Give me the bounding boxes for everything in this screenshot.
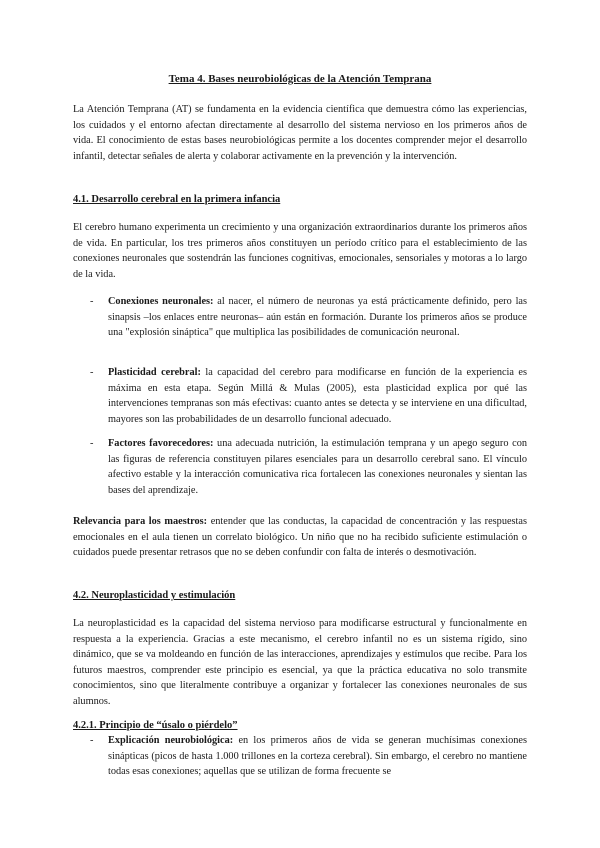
bullet-dash: - xyxy=(90,296,94,307)
bullet-text: la capacidad del cerebro para modificarse en función de la experiencia es máxima en esta etapa. Según Millá & Mulas (2005), esta plasticidad explica por qué las intervenciones tempranas son más efectivas: cuanto antes se detecta y se interviene en una dificultad, mayores son las probabilidades de un desarrollo funcional adecuado. xyxy=(108,367,527,425)
bullet-label: Plasticidad cerebral: xyxy=(108,367,201,378)
intro-paragraph: La Atención Temprana (AT) se fundamenta en la evidencia científica que demuestra cómo las experiencias, los cuidados y el entorno afectan directamente al desarrollo del sistema nervioso en los primeros años de vida. El conocimiento de estas bases neurobiológicas permite a los docentes comprender mejor el desarrollo infantil, detectar señales de alerta y colaborar activamente en la prevención y la intervención. xyxy=(73,104,527,162)
section-heading-4-2-1: 4.2.1. Principio de “úsalo o piérdelo” xyxy=(73,720,238,731)
section-heading-4-1: 4.1. Desarrollo cerebral en la primera infancia xyxy=(73,194,281,205)
document-title: Tema 4. Bases neurobiológicas de la Atención Temprana xyxy=(168,73,432,85)
bullet-label: Factores favorecedores: xyxy=(108,438,214,449)
section-4-2-paragraph: La neuroplasticidad es la capacidad del sistema nervioso para modificarse estructural y funcionalmente en respuesta a la experiencia. Gracias a este mecanismo, el cerebro infantil no es un sistema rígido, sino dinámico, que se va moldeando en función de las interacciones, aprendizajes y estímulos que recibe. Para los futuros maestros, comprender este principio es esencial, ya que la práctica educativa no solo transmite conocimientos, sino que literalmente contribuye a organizar y fortalecer las conexiones neuronales de sus alumnos. xyxy=(73,618,527,707)
bullet-dash: - xyxy=(90,367,94,378)
section-heading-4-2: 4.2. Neuroplasticidad y estimulación xyxy=(73,590,236,601)
bullet-text: al nacer, el número de neuronas ya está prácticamente definido, pero las sinapsis –los enlaces entre neuronas– aún están en formación. Durante los primeros años se produce una "explosión sináptica" que multiplica las posibilidades de comunicación neuronal. xyxy=(108,296,528,339)
relevance-text: entender que las conductas, la capacidad de concentración y las respuestas emocionales en el aula tienen un correlato biológico. Un niño que no ha recibido suficiente estimulación o cuidados puede presentar retrasos que no se deben confundir con falta de interés o desmotivación. xyxy=(73,516,527,559)
bullet-dash: - xyxy=(90,438,94,449)
relevance-paragraph xyxy=(73,514,527,561)
section-4-1-paragraph: El cerebro humano experimenta un crecimiento y una organización extraordinarios durante los primeros años de vida. En particular, los tres primeros años constituyen un período crítico para el establecimiento de las conexiones neuronales que sostendrán las funciones cognitivas, emocionales, sensoriales y motoras a lo largo de la vida. xyxy=(73,222,527,280)
bullet-label: Conexiones neuronales: xyxy=(108,296,214,307)
bullet-dash: - xyxy=(90,735,94,746)
bullet-text: en los primeros años de vida se generan muchísimas conexiones sinápticas (picos de hasta 1.000 trillones en la corteza cerebral). Sin embargo, el cerebro no mantiene todas esas conexiones; aquellas que se utilizan de forma frecuente se xyxy=(108,735,527,778)
bullet-label: Explicación neurobiológica: xyxy=(108,735,234,746)
relevance-label: Relevancia para los maestros: xyxy=(73,516,208,527)
bullet-text: una adecuada nutrición, la estimulación temprana y un apego seguro con las figuras de referencia constituyen pilares esenciales para un desarrollo cerebral sano. El vínculo afectivo estable y la interacción comunicativa rica fortalecen las conexiones neuronales y sientan las bases del aprendizaje. xyxy=(108,438,527,496)
